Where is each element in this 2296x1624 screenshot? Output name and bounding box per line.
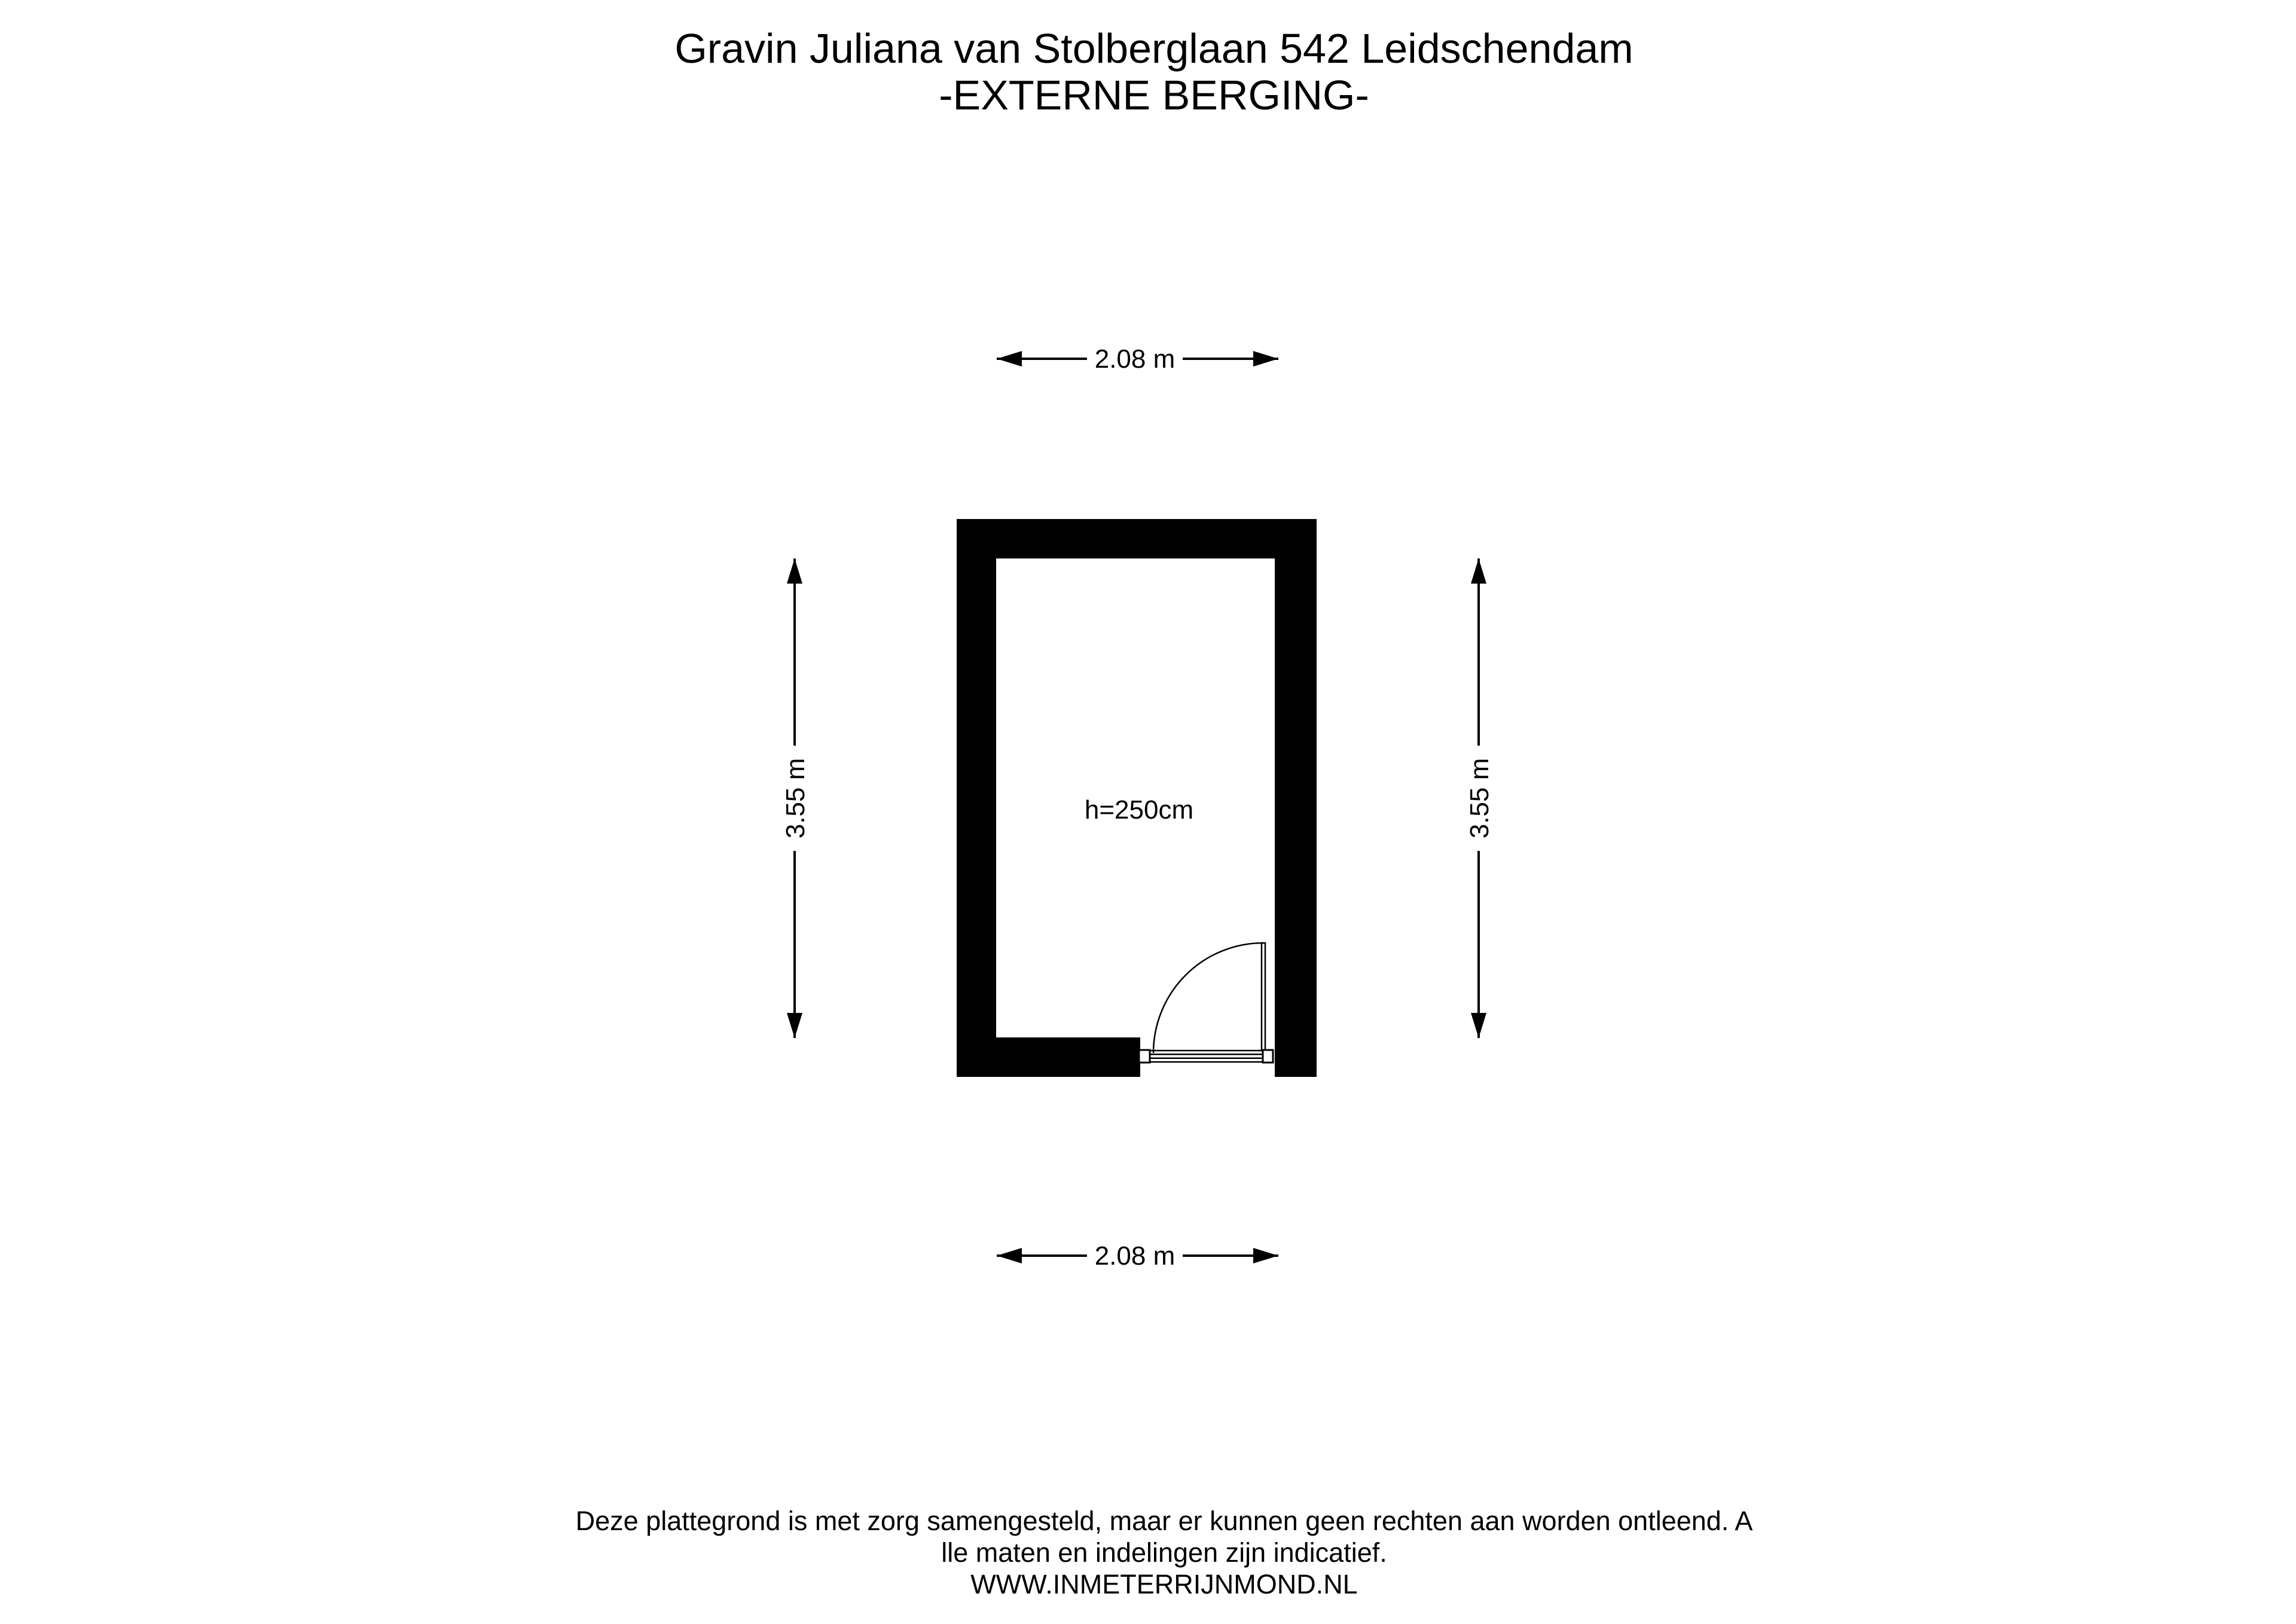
door-jamb-right [1263, 1050, 1273, 1063]
page-title: Gravin Juliana van Stolberglaan 542 Leidschendam [674, 25, 1634, 72]
dim-left-label: 3.55 m [781, 758, 810, 839]
dim-top-label: 2.08 m [1094, 344, 1176, 374]
wall-top [957, 519, 1317, 558]
wall-bottom [957, 1037, 1140, 1077]
room-height-label: h=250cm [1084, 795, 1194, 825]
dim-bottom-label: 2.08 m [1094, 1241, 1176, 1271]
footer-disclaimer-line2: lle maten en indelingen zijn indicatief. [941, 1537, 1387, 1568]
dim-right-label: 3.55 m [1465, 758, 1494, 839]
footer-website: WWW.INMETERRIJNMOND.NL [970, 1569, 1358, 1599]
footer-disclaimer-line1: Deze plattegrond is met zorg samengesteld, maar er kunnen geen rechten aan worden ontleend. A [575, 1506, 1753, 1536]
page-subtitle: -EXTERNE BERGING- [939, 72, 1369, 118]
wall-left [957, 519, 996, 1077]
door-jamb-left [1139, 1050, 1150, 1063]
wall-right [1275, 519, 1317, 1077]
